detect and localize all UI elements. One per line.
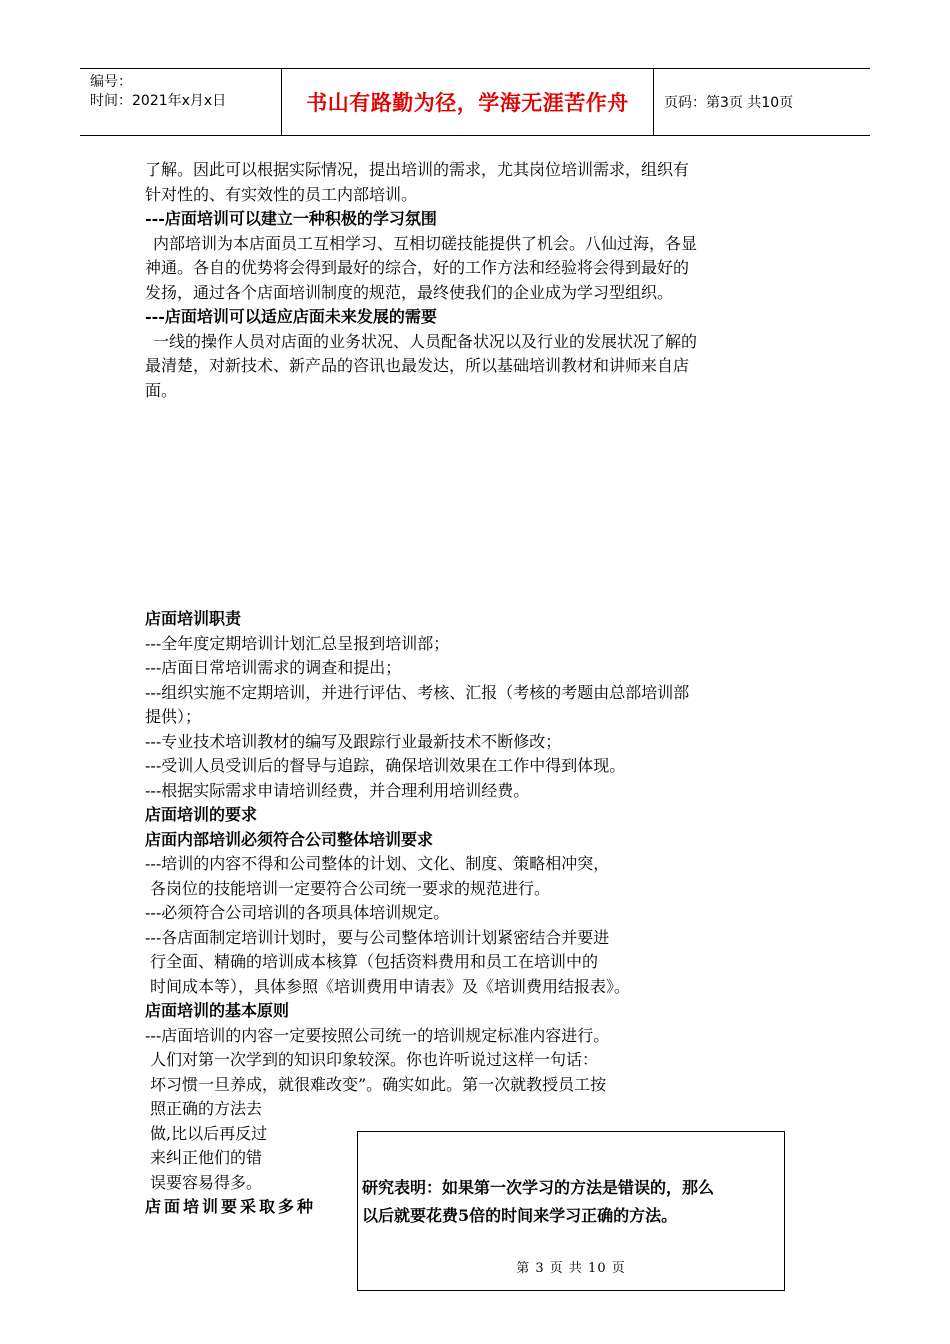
- page-footer: 第 3 页 共 10 页: [516, 1261, 626, 1276]
- section-heading: ---店面培训可以适应店面未来发展的需要: [145, 307, 437, 326]
- paragraph-line: 面。: [145, 380, 178, 400]
- list-item: ---店面培训的内容一定要按照公司统一的培训规定标准内容进行。: [145, 1025, 610, 1045]
- paragraph-line: 针对性的、有实效性的员工内部培训。: [145, 184, 418, 204]
- section-title: 店面培训的要求: [145, 805, 258, 824]
- paragraph-line: 误要容易得多。: [150, 1172, 263, 1192]
- list-item: ---必须符合公司培训的各项具体培训规定。: [145, 903, 450, 922]
- paragraph-line: 人们对第一次学到的知识印象较深。你也许听说过这样一句话：: [150, 1050, 599, 1069]
- document-number-label: 编号：: [90, 74, 132, 90]
- header-page-info: 页码：第3页 共10页: [664, 95, 794, 111]
- paragraph-line: 最清楚，对新技术、新产品的咨讯也最发达，所以基础培训教材和讲师来自店: [145, 356, 690, 375]
- list-item: 提供）；: [145, 707, 202, 726]
- paragraph-line: 做,比以后再反过: [150, 1123, 268, 1143]
- document-date: 时间：2021年x月x日: [90, 93, 227, 109]
- callout-box: [357, 1131, 785, 1291]
- list-item: 行全面、精确的培训成本核算（包括资料费用和员工在培训中的: [150, 952, 599, 971]
- list-item: ---根据实际需求申请培训经费，并合理利用培训经费。: [145, 780, 530, 800]
- section-title: 店面培训要采取多种: [145, 1197, 317, 1216]
- callout-text: [362, 1174, 782, 1230]
- list-item: ---店面日常培训需求的调查和提出；: [145, 658, 402, 677]
- paragraph-line: 了解。因此可以根据实际情况，提出培训的需求，尤其岗位培训需求，组织有: [145, 160, 690, 179]
- callout-line: 研究表明：如果第一次学习的方法是错误的，那么: [362, 1178, 715, 1197]
- list-item: 时间成本等），具体参照《培训费用申请表》及《培训费用结报表》。: [150, 976, 631, 996]
- list-item: ---培训的内容不得和公司整体的计划、文化、制度、策略相冲突，: [145, 854, 610, 873]
- paragraph-line: 发扬，通过各个店面培训制度的规范，最终使我们的企业成为学习型组织。: [145, 282, 674, 302]
- header-meta: [80, 69, 282, 135]
- list-item: ---组织实施不定期培训，并进行评估、考核、汇报（考核的考题由总部培训部: [145, 682, 690, 702]
- paragraph-line: 照正确的方法去: [150, 1099, 263, 1118]
- section-heading: ---店面培训可以建立一种积极的学习氛围: [145, 209, 437, 228]
- callout-line: 以后就要花费5倍的时间来学习正确的方法。: [362, 1206, 678, 1225]
- section-benefits: [145, 158, 810, 403]
- paragraph-line: 神通。各自的优势将会得到最好的综合，好的工作方法和经验将会得到最好的: [145, 258, 690, 277]
- paragraph-line: 来纠正他们的错: [150, 1148, 263, 1167]
- section-duties: [145, 607, 810, 1220]
- paragraph-line: 内部培训为本店面员工互相学习、互相切磋技能提供了机会。八仙过海，各显: [153, 233, 698, 253]
- list-item: ---各店面制定培训计划时，要与公司整体培训计划紧密结合并要进: [145, 927, 610, 947]
- list-item: 各岗位的技能培训一定要符合公司统一要求的规范进行。: [150, 878, 551, 898]
- section-title: 店面培训的基本原则: [145, 1001, 290, 1020]
- section-title: 店面培训职责: [145, 609, 242, 628]
- paragraph-line: 坏习惯一旦养成，就很难改变”。确实如此。第一次就教授员工按: [150, 1074, 607, 1094]
- list-item: ---专业技术培训教材的编写及跟踪行业最新技术不断修改；: [145, 731, 562, 751]
- header-motto: 书山有路勤为径，学海无涯苦作舟: [282, 69, 654, 135]
- paragraph-line: 一线的操作人员对店面的业务状况、人员配备状况以及行业的发展状况了解的: [153, 331, 698, 351]
- page-header: [80, 68, 870, 136]
- section-subtitle: 店面内部培训必须符合公司整体培训要求: [145, 829, 434, 849]
- list-item: ---全年度定期培训计划汇总呈报到培训部；: [145, 633, 450, 653]
- list-item: ---受训人员受训后的督导与追踪，确保培训效果在工作中得到体现。: [145, 756, 626, 775]
